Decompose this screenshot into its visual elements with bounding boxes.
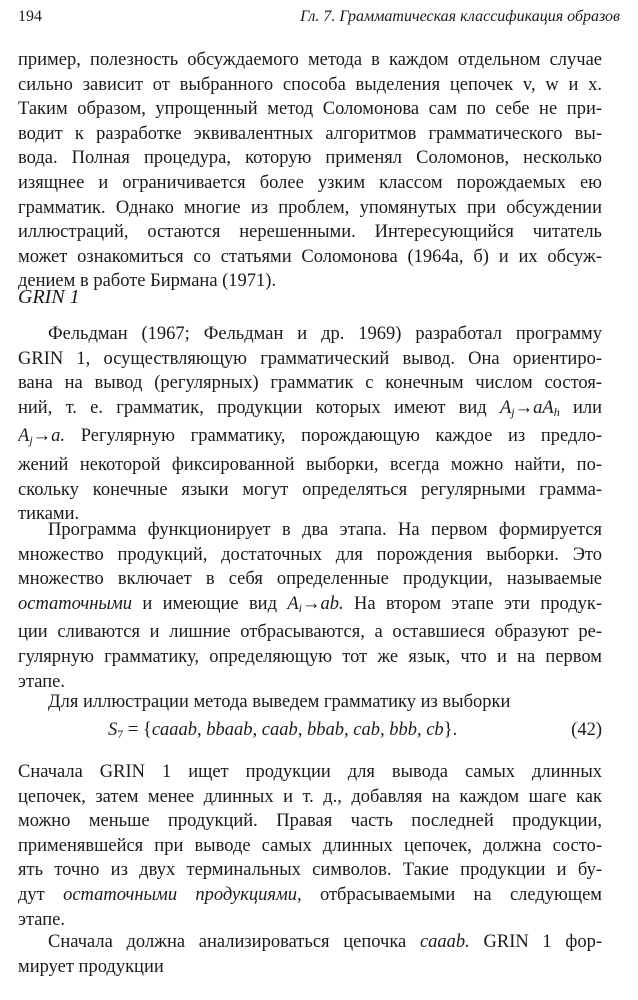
text-line: изящнее и ограничивается более узким классом порождаемых ею bbox=[18, 172, 602, 193]
production-form: $A_i\to ab$. bbox=[287, 593, 344, 615]
paragraph-longest-chains bbox=[18, 760, 602, 932]
text-line: гулярную грамматику, определяющую тот же язык, что и на первом bbox=[18, 646, 602, 667]
text-fragment: Сначала должна анализироваться цепочка bbox=[48, 932, 407, 952]
text-line: цепочек, затем менее длинных и т. д., добавляя на каждом шаге как bbox=[18, 786, 602, 807]
text-line: этапе. bbox=[18, 909, 65, 930]
chain-example: caaab. bbox=[419, 932, 470, 952]
production-form: $A_j\to a$. bbox=[18, 426, 66, 448]
equation-number-42: (42) bbox=[571, 720, 602, 740]
text-line: GRIN 1, осуществляющую грамматический вывод. Она ориентиро- bbox=[18, 348, 602, 369]
text-fragment: и имеющие вид bbox=[142, 593, 277, 614]
page-number: 194 bbox=[18, 8, 42, 25]
text-line: может ознакомиться со статьями Соломонова (1964а, б) и их обсуж- bbox=[18, 246, 602, 267]
paragraph-analysis bbox=[18, 930, 602, 979]
text-line: Для иллюстрации метода выведем грамматику из выборки bbox=[48, 692, 511, 712]
text-line: применявшейся при выводе самых длинных цепочек, должна состо- bbox=[18, 835, 602, 856]
text-line: можно меньше продукций. Правая часть последней продукции, bbox=[18, 811, 602, 832]
production-form: $A_j\to aA_h$ bbox=[499, 397, 560, 419]
text-line bbox=[18, 883, 602, 908]
text-line: Фельдман (1967; Фельдман и др. 1969) разработал программу bbox=[48, 324, 602, 344]
text-line: вода. Полная процедура, которую применял Соломонов, несколько bbox=[18, 148, 602, 169]
equation-42: $S_7$ = {caaab, bbaab, caab, bbab, cab, bbb, cb}. bbox=[108, 720, 458, 741]
text-fragment: Регулярную грамматику, порождающую каждое из предло- bbox=[80, 426, 602, 447]
running-title: Гл. 7. Грамматическая классификация образов bbox=[300, 8, 620, 25]
text-line: дением в работе Бирмана (1971). bbox=[18, 271, 277, 292]
text-line: скольку конечные языки могут определяться регулярными грамма- bbox=[18, 479, 602, 500]
text-line: иллюстраций, остаются нерешенными. Интересующийся читатель bbox=[18, 222, 602, 243]
text-line: Сначала GRIN 1 ищет продукции для вывода самых длинных bbox=[18, 762, 602, 782]
emphasis-term: остаточными продукциями, bbox=[63, 884, 302, 905]
text-line: вана на вывод (регулярных) грамматик с конечным числом состоя- bbox=[18, 373, 602, 394]
text-line: ции сливаются и лишние отбрасываются, а оставшиеся образуют ре- bbox=[18, 622, 602, 643]
text-line: пример, полезность обсуждаемого метода в каждом отдельном случае bbox=[18, 50, 602, 70]
text-fragment: ний, т. е. грамматик, продукции которых имеют вид bbox=[18, 397, 487, 418]
text-fragment: или bbox=[572, 397, 602, 418]
text-line: мирует продукции bbox=[18, 956, 164, 977]
text-line bbox=[18, 592, 602, 621]
illustration-intro bbox=[18, 690, 602, 715]
text-line: множество продукций, достаточных для порождения выборки. Это bbox=[18, 544, 602, 565]
text-fragment: GRIN 1 фор- bbox=[483, 932, 602, 952]
section-title: GRIN 1 bbox=[18, 286, 80, 308]
text-line: тиками. bbox=[18, 504, 80, 525]
text-fragment: дут bbox=[18, 884, 45, 905]
emphasis-term: остаточными bbox=[18, 593, 133, 614]
text-line bbox=[18, 424, 602, 453]
page-header bbox=[18, 8, 620, 32]
text-line bbox=[18, 396, 602, 425]
text-fragment: На втором этапе эти продук- bbox=[353, 593, 602, 614]
text-line: сильно зависит от выбранного способа выделения цепочек v, w и x. bbox=[18, 74, 602, 95]
text-line bbox=[18, 930, 602, 955]
paragraph-continuation bbox=[18, 48, 602, 294]
text-fragment: отбрасываемыми на следующем bbox=[319, 884, 602, 905]
text-line: водит к разработке эквивалентных алгоритмов грамматического вы- bbox=[18, 123, 602, 144]
text-line: этапе. bbox=[18, 671, 65, 692]
text-line: Программа функционирует в два этапа. На первом формируется bbox=[48, 520, 602, 540]
paragraph-two-stages bbox=[18, 518, 602, 694]
text-line: грамматик. Однако многие из проблем, упомянутых при обсуждении bbox=[18, 197, 602, 218]
text-line: ять точно из двух терминальных символов. Такие продукции и бу- bbox=[18, 860, 602, 881]
paragraph-grin1 bbox=[18, 322, 602, 527]
text-line: множество включает в себя определенные продукции, называемые bbox=[18, 569, 602, 590]
text-line: Таким образом, упрощенный метод Соломонова сам по себе не при- bbox=[18, 99, 602, 120]
text-line: жений некоторой фиксированной выборки, всегда можно найти, по- bbox=[18, 454, 602, 475]
